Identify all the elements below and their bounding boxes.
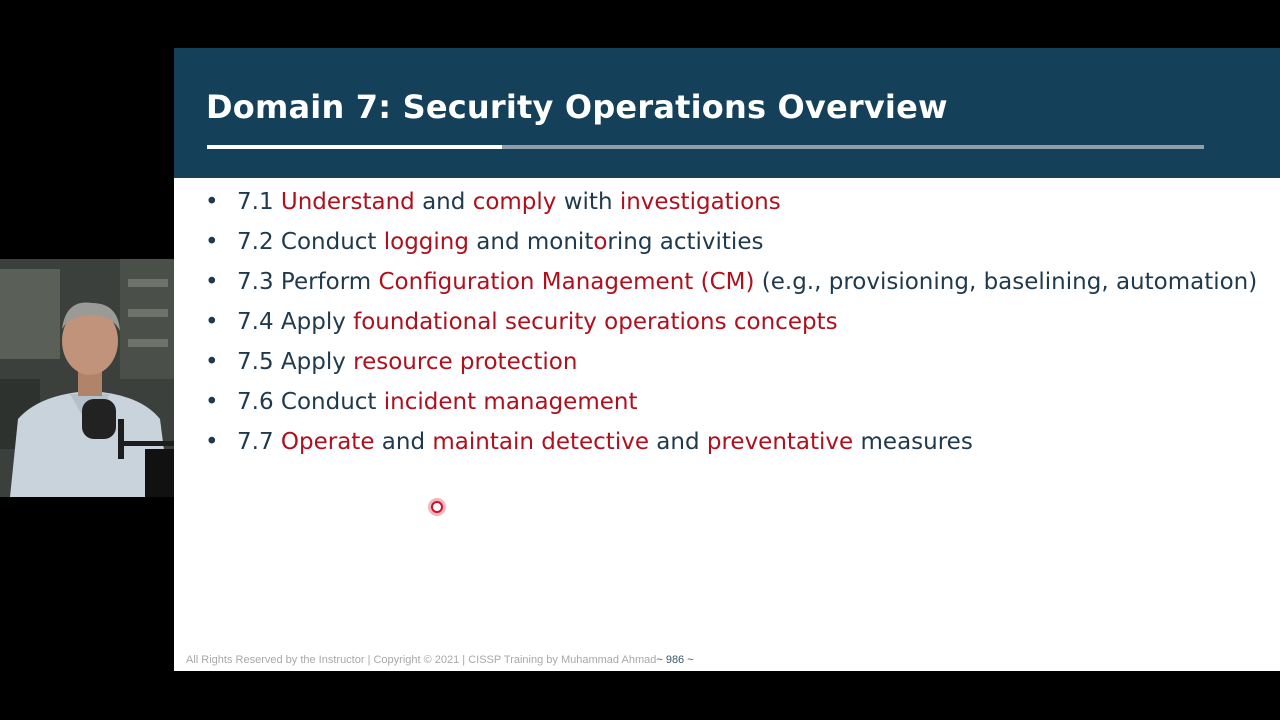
laser-pointer-icon: [431, 501, 443, 513]
presenter-webcam: [0, 259, 174, 497]
slide-title: Domain 7: Security Operations Overview: [206, 88, 948, 126]
highlighted-text: comply: [472, 189, 557, 215]
presenter-webcam-icon: [0, 259, 174, 497]
highlighted-text: foundational security operations concepts: [353, 309, 838, 335]
highlighted-text: resource protection: [353, 349, 578, 375]
body-text: 7.7: [237, 429, 281, 455]
bullet-icon: •: [205, 389, 219, 415]
objective-item: [204, 306, 1264, 339]
body-text: ring activities: [607, 229, 764, 255]
body-text: and: [414, 189, 473, 215]
highlighted-text: Understand: [280, 189, 415, 215]
body-text: measures: [853, 429, 973, 455]
objective-list: [204, 186, 1264, 466]
slide-header: [174, 48, 1280, 178]
page-number: ~ 986 ~: [656, 654, 694, 666]
objective-item: [204, 186, 1264, 219]
highlighted-text: Operate: [280, 429, 375, 455]
title-underline-progress: [207, 145, 502, 149]
bullet-icon: •: [205, 309, 219, 335]
body-text: 7.1: [237, 189, 281, 215]
body-text: and: [374, 429, 433, 455]
highlighted-text: maintain detective: [432, 429, 649, 455]
objective-item: [204, 266, 1264, 299]
copyright-text: All Rights Reserved by the Instructor | Copyright © 2021 | CISSP Training by Muhammad Ahmad: [186, 654, 657, 666]
body-text: with: [556, 189, 620, 215]
body-text: 7.6 Conduct: [237, 389, 384, 415]
body-text: and: [648, 429, 707, 455]
highlighted-text: preventative: [706, 429, 854, 455]
highlighted-text: incident management: [383, 389, 638, 415]
highlighted-text: logging: [383, 229, 469, 255]
bullet-icon: •: [205, 189, 219, 215]
highlighted-text: investigations: [619, 189, 781, 215]
bullet-icon: •: [205, 229, 219, 255]
bullet-icon: •: [205, 269, 219, 295]
slide-footer: [186, 654, 694, 666]
bullet-icon: •: [205, 429, 219, 455]
presentation-slide: [174, 48, 1280, 671]
bullet-icon: •: [205, 349, 219, 375]
highlighted-text: o: [593, 229, 608, 255]
title-underline: [207, 145, 1204, 149]
body-text: 7.2 Conduct: [237, 229, 384, 255]
objective-item: [204, 226, 1264, 259]
objective-item: [204, 346, 1264, 379]
body-text: 7.5 Apply: [237, 349, 354, 375]
objective-item: [204, 426, 1264, 459]
body-text: 7.3 Perform: [237, 269, 379, 295]
body-text: 7.4 Apply: [237, 309, 354, 335]
body-text: and monit: [468, 229, 594, 255]
objective-item: [204, 386, 1264, 419]
body-text: (e.g., provisioning, baselining, automation): [754, 269, 1258, 295]
highlighted-text: Configuration Management (CM): [378, 269, 755, 295]
